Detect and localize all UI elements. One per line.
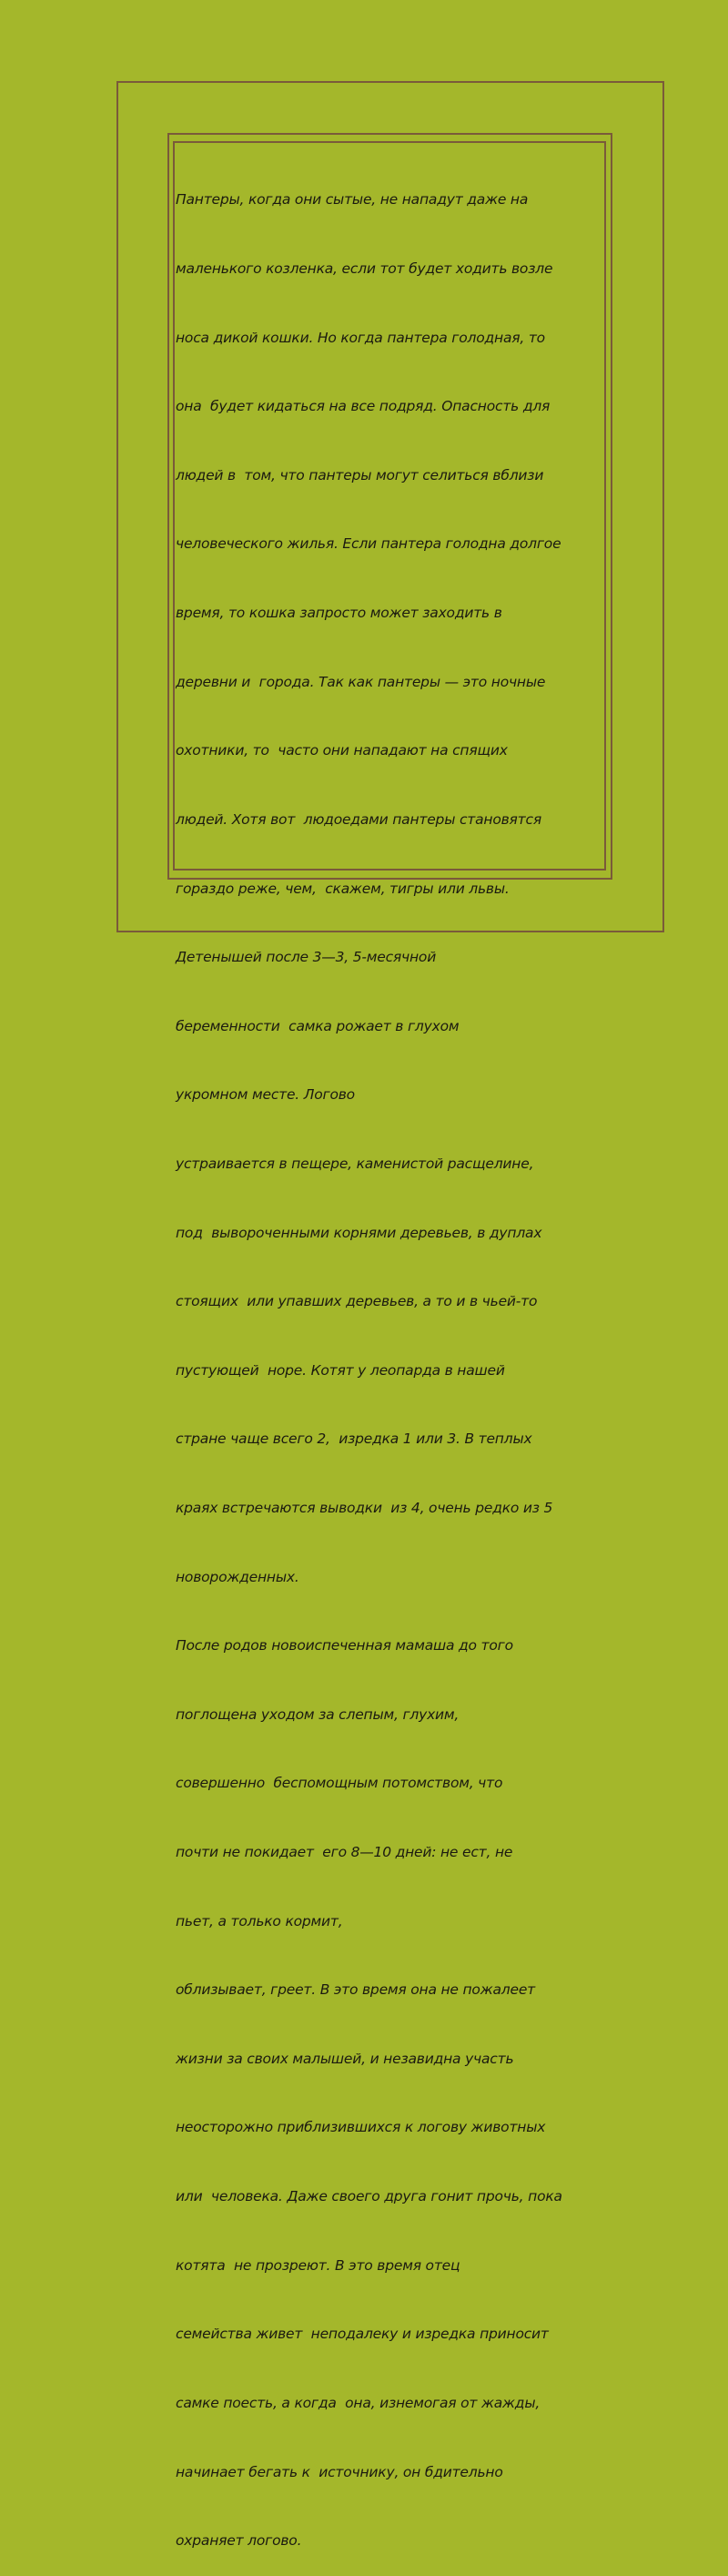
text-line: начинает бегать к источнику, он бдительно — [176, 2463, 503, 2480]
text-line: она будет кидаться на все подряд. Опасность для — [176, 398, 551, 415]
text-line: семейства живет неподалеку и изредка приносит — [176, 2326, 549, 2343]
text-line: укромном месте. Логово — [176, 1086, 355, 1104]
text-line: или человека. Даже своего друга гонит прочь, пока — [176, 2188, 562, 2205]
document-text — [176, 143, 612, 2576]
text-line: людей. Хотя вот людоедами пантеры становятся — [176, 810, 541, 828]
text-line: стоящих или упавших деревьев, а то и в чьей-то — [176, 1293, 538, 1310]
text-line: самке поесть, а когда она, изнемогая от жажды, — [176, 2394, 541, 2411]
text-line: После родов новоиспеченная мамаша до того — [176, 1637, 513, 1655]
text-line: гораздо реже, чем, скажем, тигры или львы. — [176, 880, 510, 897]
text-line: беременности самка рожает в глухом — [176, 1017, 460, 1034]
text-line: человеческого жилья. Если пантера голодна долгое — [176, 535, 561, 553]
text-line: Пантеры, когда они сытые, не нападут даже на — [176, 191, 529, 209]
text-line: деревни и города. Так как пантеры — это ночные — [176, 673, 546, 690]
text-line: облизывает, греет. В это время она не пожалеет — [176, 1981, 535, 1999]
text-line: под вывороченными корнями деревьев, в дуплах — [176, 1224, 542, 1241]
text-line: почти не покидает его 8—10 дней: не ест, не — [176, 1844, 513, 1861]
text-line: краях встречаются выводки из 4, очень редко из 5 — [176, 1499, 553, 1516]
text-line: новорожденных. — [176, 1568, 299, 1585]
text-line: котята не прозреют. В это время отец — [176, 2256, 460, 2274]
text-line: носа дикой кошки. Но когда пантера голодная, то — [176, 329, 545, 346]
text-line: устраивается в пещере, каменистой расщелине, — [176, 1155, 534, 1172]
text-line: жизни за своих малышей, и незавидна участь — [176, 2050, 514, 2067]
text-line: пустующей норе. Котят у леопарда в нашей — [176, 1361, 505, 1379]
text-line: поглощена уходом за слепым, глухим, — [176, 1705, 460, 1723]
text-line: маленького козленка, если тот будет ходить возле — [176, 260, 553, 278]
text-line: время, то кошка запросто может заходить в — [176, 605, 502, 622]
text-line: совершенно беспомощным потомством, что — [176, 1775, 503, 1792]
text-line: пьет, а только кормит, — [176, 1912, 343, 1929]
text-line: людей в том, что пантеры могут селиться вблизи — [176, 466, 544, 484]
text-line: Детенышей после 3—3, 5-месячной — [176, 949, 437, 966]
text-line: стране чаще всего 2, изредка 1 или 3. В теплых — [176, 1431, 532, 1448]
text-line: охотники, то часто они нападают на спящих — [176, 742, 508, 759]
text-line: охраняет логово. — [176, 2532, 302, 2550]
text-line: неосторожно приблизившихся к логову животных — [176, 2119, 546, 2136]
